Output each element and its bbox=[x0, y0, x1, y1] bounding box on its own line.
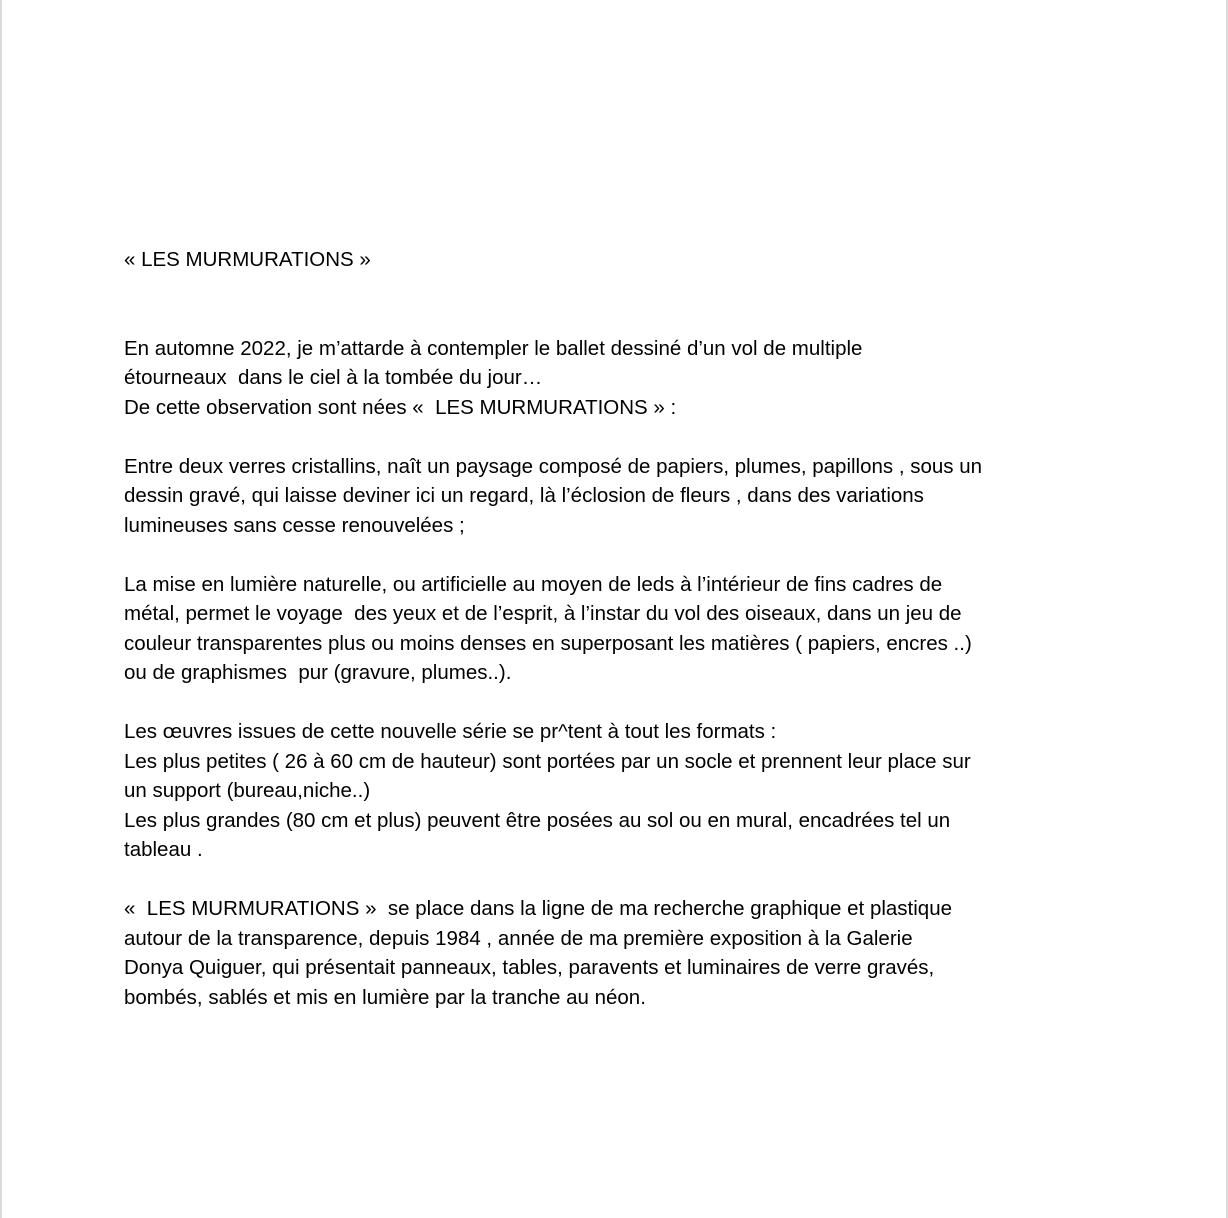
text-line: dessin gravé, qui laisse deviner ici un regard, là l’éclosion de fleurs , dans des variations bbox=[124, 484, 924, 507]
document-title: « LES MURMURATIONS » bbox=[124, 248, 371, 271]
text-line: métal, permet le voyage des yeux et de l’esprit, à l’instar du vol des oiseaux, dans un jeu de bbox=[124, 602, 962, 625]
text-line: tableau . bbox=[124, 838, 203, 861]
text-line: couleur transparentes plus ou moins denses en superposant les matières ( papiers, encres ..) bbox=[124, 631, 972, 655]
text-line: De cette observation sont nées « LES MURMURATIONS » : bbox=[124, 395, 677, 419]
text-line: Entre deux verres cristallins, naît un paysage composé de papiers, plumes, papillons , sous un bbox=[124, 454, 983, 478]
text-line: lumineuses sans cesse renouvelées ; bbox=[124, 513, 465, 537]
text-line: autour de la transparence, depuis 1984 , année de ma première exposition à la Galerie bbox=[124, 926, 913, 950]
paragraph-history bbox=[124, 894, 1084, 1012]
text-line: Les plus grandes (80 cm et plus) peuvent être posées au sol ou en mural, encadrées tel un bbox=[124, 808, 951, 832]
text-line: Les plus petites ( 26 à 60 cm de hauteur) sont portées par un socle et prennent leur place sur bbox=[124, 749, 971, 773]
text-line: En automne 2022, je m’attarde à contempler le ballet dessiné d’un vol de multiple bbox=[124, 336, 863, 360]
text-line: étourneaux dans le ciel à la tombée du jour… bbox=[124, 366, 543, 389]
document-body bbox=[124, 245, 1084, 1042]
text-line: Donya Quiguer, qui présentait panneaux, tables, paravents et luminaires de verre gravés, bbox=[124, 956, 935, 979]
text-line: un support (bureau,niche..) bbox=[124, 779, 371, 802]
text-line: « LES MURMURATIONS » se place dans la ligne de ma recherche graphique et plastique bbox=[124, 897, 953, 920]
paragraph-lighting bbox=[124, 570, 1084, 688]
paragraph-intro bbox=[124, 334, 1084, 423]
paragraph-description bbox=[124, 452, 1084, 541]
title-spacer bbox=[124, 275, 1084, 334]
paragraph-formats bbox=[124, 717, 1084, 865]
text-line: La mise en lumière naturelle, ou artificielle au moyen de leds à l’intérieur de fins cadres de bbox=[124, 572, 943, 596]
text-line: ou de graphismes pur (gravure, plumes..). bbox=[124, 661, 512, 684]
text-line: Les œuvres issues de cette nouvelle série se pr^tent à tout les formats : bbox=[124, 720, 777, 743]
text-line: bombés, sablés et mis en lumière par la tranche au néon. bbox=[124, 985, 646, 1009]
